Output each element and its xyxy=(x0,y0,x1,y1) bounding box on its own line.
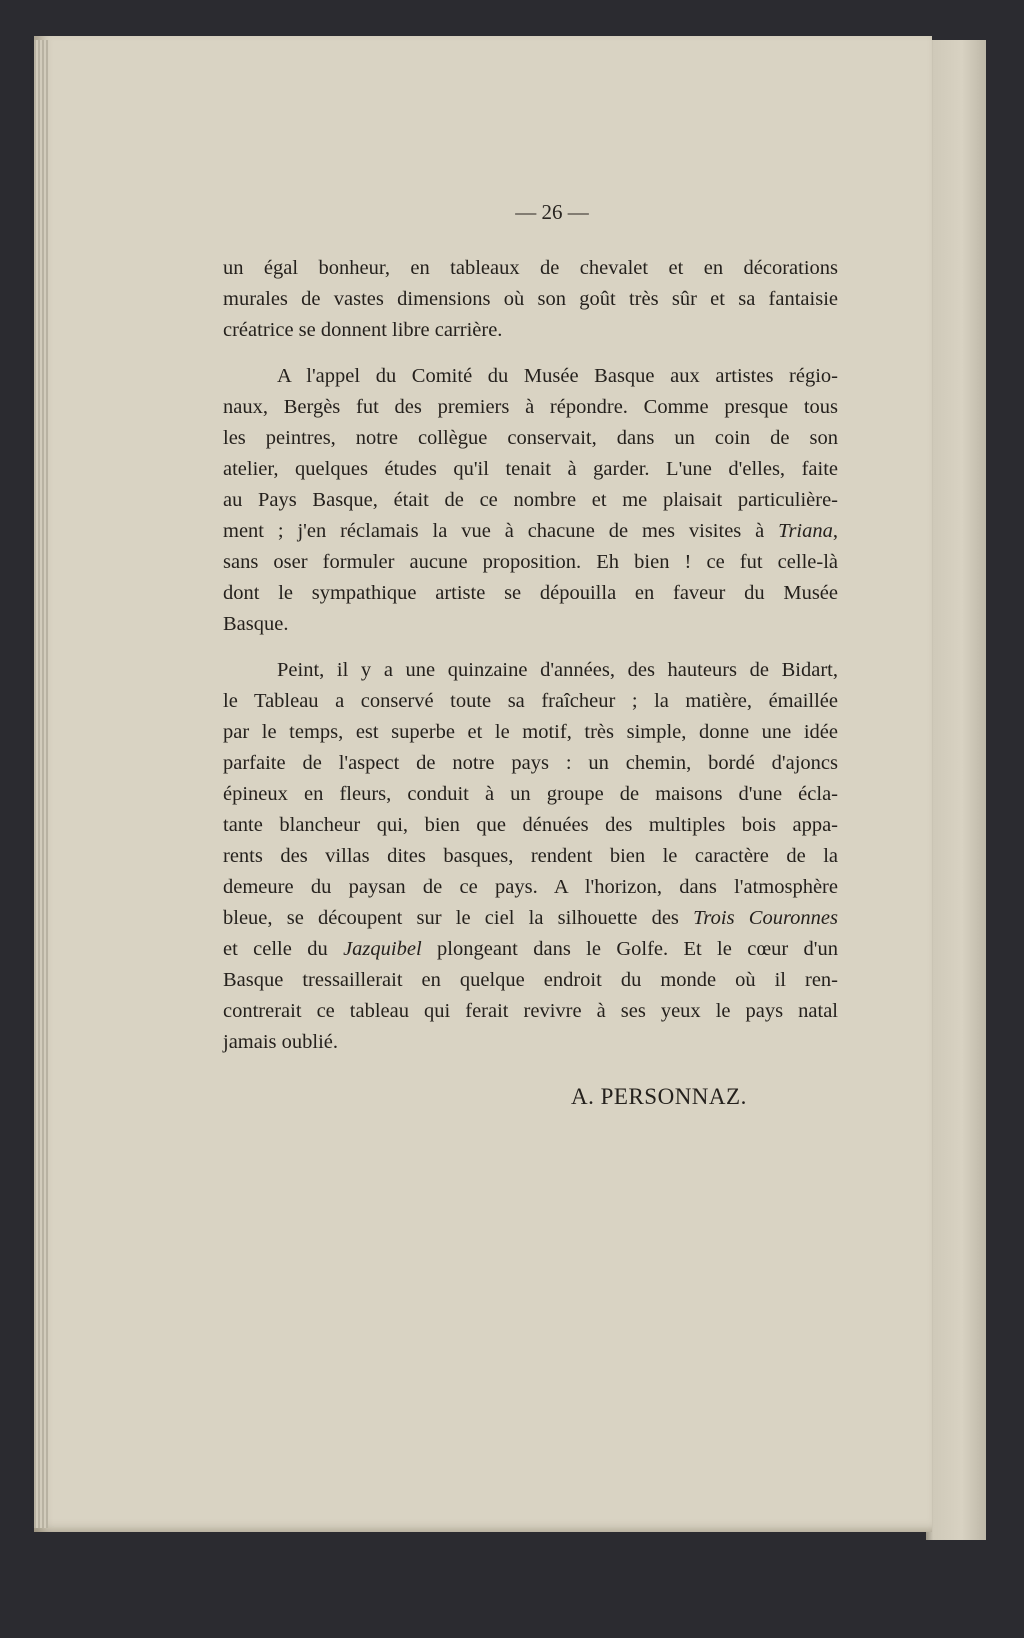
text-line xyxy=(223,578,838,609)
line-content xyxy=(223,814,838,836)
italic-title: Triana xyxy=(778,520,833,542)
text-run: , xyxy=(832,520,838,542)
text-line xyxy=(223,810,838,841)
text-run: ment ; j'en réclamais la vue à chacune de mes visites à xyxy=(223,520,779,542)
text-line xyxy=(223,903,838,934)
text-run: bleue, se découpent sur le ciel la silhouette des xyxy=(223,907,694,929)
text-run: plongeant dans le Golfe. Et le cœur d'un xyxy=(421,938,839,960)
line-content xyxy=(223,690,838,712)
line-content xyxy=(223,969,838,991)
text-run: au Pays Basque, était de ce nombre et me plaisait particulière- xyxy=(223,489,838,511)
line-content xyxy=(223,752,838,774)
line-content xyxy=(223,1031,338,1053)
text-line xyxy=(223,686,838,717)
body-text xyxy=(223,253,838,1058)
text-line xyxy=(223,655,838,686)
text-line xyxy=(223,1027,838,1058)
text-line xyxy=(223,841,838,872)
text-line xyxy=(223,485,838,516)
line-content xyxy=(223,458,838,480)
line-content xyxy=(223,1000,838,1022)
line-content xyxy=(223,520,838,542)
line-content xyxy=(223,551,838,573)
text-run: créatrice se donnent libre carrière. xyxy=(223,319,503,341)
text-run: jamais oublié. xyxy=(223,1031,339,1053)
text-run: tante blancheur qui, bien que dénuées des multiples bois appa- xyxy=(223,814,838,836)
italic-title: Jazquibel xyxy=(343,938,422,960)
line-content xyxy=(223,319,502,341)
line-content xyxy=(223,257,838,279)
line-content xyxy=(223,783,838,805)
text-line xyxy=(223,454,838,485)
text-line xyxy=(223,423,838,454)
line-content xyxy=(223,489,838,511)
text-run: les peintres, notre collègue conservait, dans un coin de son xyxy=(223,427,838,449)
paragraph-gap xyxy=(223,640,838,655)
line-content xyxy=(223,396,838,418)
text-line xyxy=(223,996,838,1027)
text-line xyxy=(223,315,838,346)
text-run: A l'appel du Comité du Musée Basque aux artistes régio- xyxy=(277,365,838,387)
text-run: demeure du paysan de ce pays. A l'horizon, dans l'atmosphère xyxy=(223,876,838,898)
page-stack-edges xyxy=(34,40,48,1528)
line-content xyxy=(223,721,838,743)
line-content xyxy=(223,938,838,960)
line-content xyxy=(277,365,838,387)
text-line xyxy=(223,516,838,547)
text-line xyxy=(223,965,838,996)
text-line xyxy=(223,609,838,640)
text-run: et celle du xyxy=(223,938,344,960)
text-line xyxy=(223,392,838,423)
text-line xyxy=(223,361,838,392)
italic-title: Trois Couronnes xyxy=(693,907,838,929)
line-content xyxy=(223,288,838,310)
line-content xyxy=(223,613,288,635)
text-run: Basque tressaillerait en quelque endroit du monde où il ren- xyxy=(223,969,838,991)
line-content xyxy=(223,845,838,867)
text-run: rents des villas dites basques, rendent bien le caractère de la xyxy=(223,845,838,867)
line-content xyxy=(223,907,838,929)
line-content xyxy=(223,582,838,604)
text-run: Peint, il y a une quinzaine d'années, des hauteurs de Bidart, xyxy=(277,659,838,681)
text-run: sans oser formuler aucune proposition. Eh bien ! ce fut celle-là xyxy=(223,551,838,573)
text-line xyxy=(223,872,838,903)
paragraph-gap xyxy=(223,346,838,361)
text-run: dont le sympathique artiste se dépouilla en faveur du Musée xyxy=(223,582,838,604)
text-run: parfaite de l'aspect de notre pays : un chemin, bordé d'ajoncs xyxy=(223,752,838,774)
text-run: contrerait ce tableau qui ferait revivre à ses yeux le pays natal xyxy=(223,1000,838,1022)
text-run: Basque. xyxy=(223,613,289,635)
text-line xyxy=(223,284,838,315)
text-line xyxy=(223,934,838,965)
text-run: atelier, quelques études qu'il tenait à garder. L'une d'elles, faite xyxy=(223,458,838,480)
text-run: le Tableau a conservé toute sa fraîcheur ; la matière, émaillée xyxy=(223,690,838,712)
right-page-edge xyxy=(926,40,986,1540)
text-run: épineux en fleurs, conduit à un groupe de maisons d'une écla- xyxy=(223,783,838,805)
line-content xyxy=(277,659,838,681)
text-line xyxy=(223,717,838,748)
text-run: naux, Bergès fut des premiers à répondre. Comme presque tous xyxy=(223,396,838,418)
page-number: — 26 — xyxy=(515,200,589,224)
line-content xyxy=(223,876,838,898)
paragraph xyxy=(223,361,838,640)
text-run: un égal bonheur, en tableaux de chevalet et en décorations xyxy=(223,257,838,279)
paragraph xyxy=(223,655,838,1058)
text-line xyxy=(223,547,838,578)
text-line xyxy=(223,748,838,779)
text-run: par le temps, est superbe et le motif, très simple, donne une idée xyxy=(223,721,838,743)
text-run: murales de vastes dimensions où son goût très sûr et sa fantaisie xyxy=(223,288,838,310)
author-signature: A. PERSONNAZ. xyxy=(571,1084,747,1109)
text-line xyxy=(223,779,838,810)
line-content xyxy=(223,427,838,449)
paragraph xyxy=(223,253,838,346)
text-line xyxy=(223,253,838,284)
